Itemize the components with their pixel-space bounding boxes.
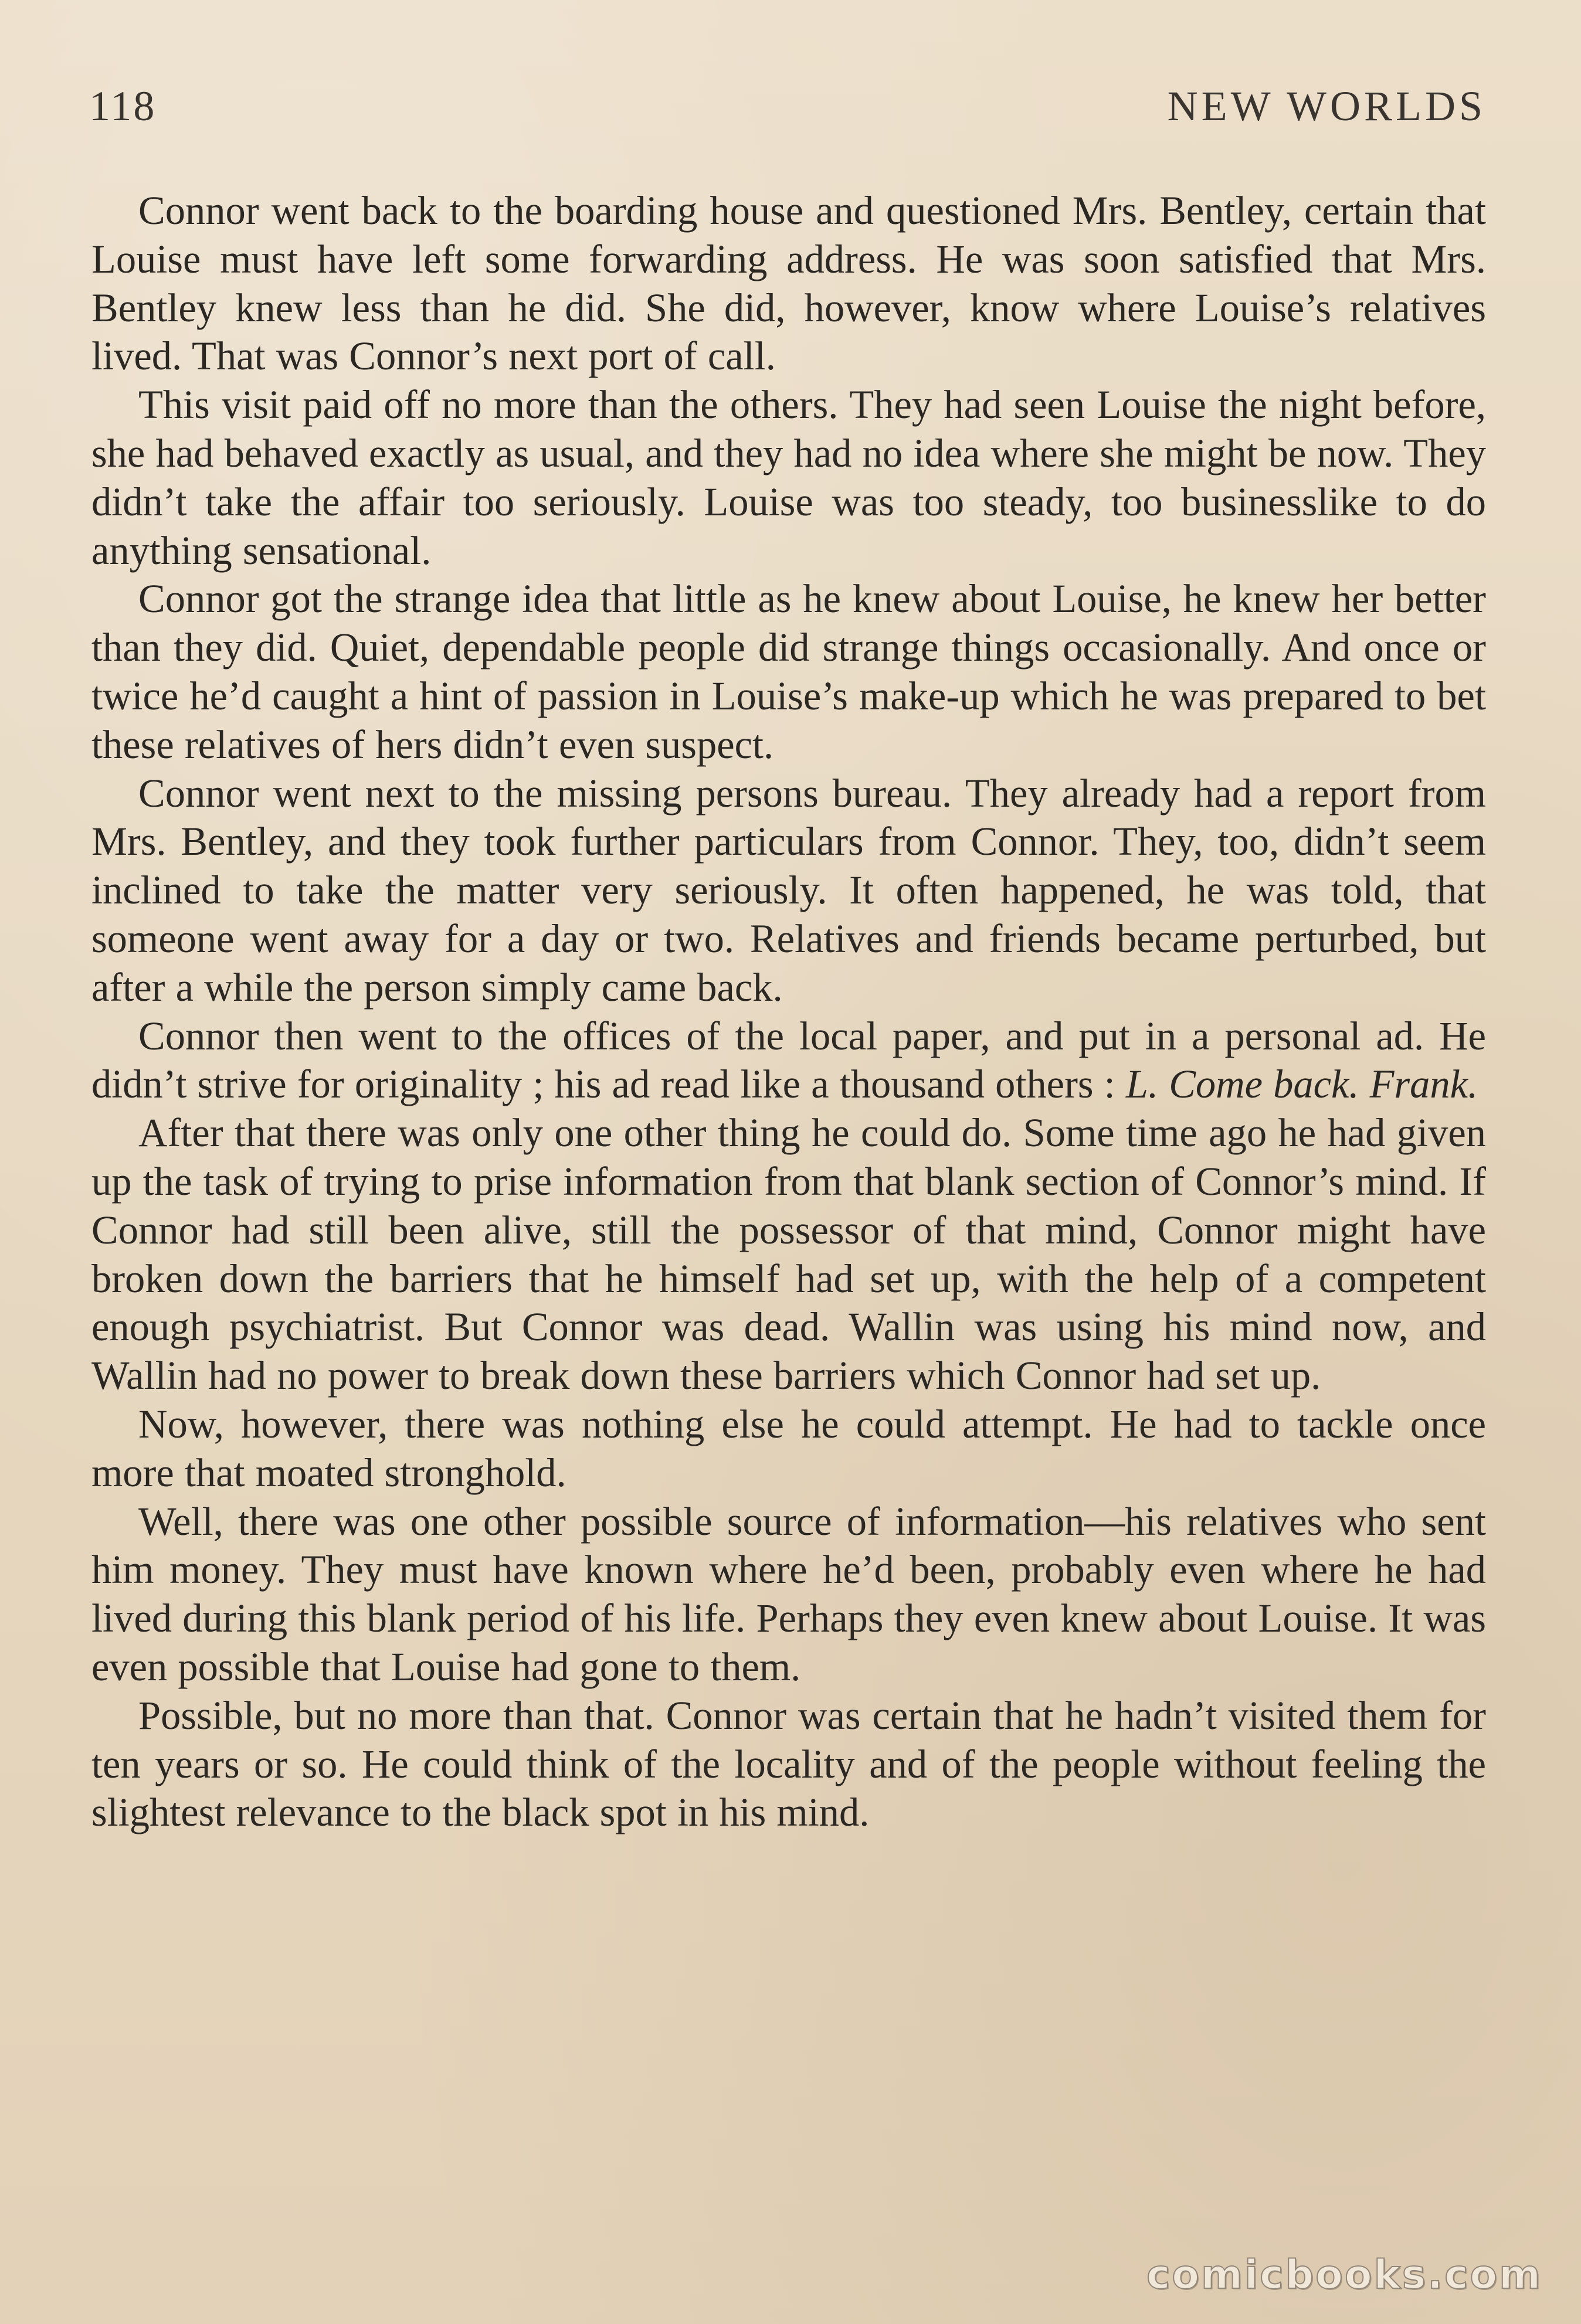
paragraph-1: Connor went back to the boarding house and questioned Mrs. Bentley, certain that Louise must have left some forwarding address. He was soon satisfied that Mrs. Bentley knew less than he did. She did, however, know where Louise’s relatives lived. That was Connor’s next port of call. (91, 188, 1486, 379)
paragraph-9: Possible, but no more than that. Connor was certain that he hadn’t visited them for ten years or so. He could think of the locality and of the people without feeling the slightest relevance to the black spot in his mind. (91, 1693, 1486, 1835)
paragraph-3: Connor got the strange idea that little as he knew about Louise, he knew her better than they did. Quiet, dependable people did strange things occasionally. And once or twice he’d caught a hint of passion in Louise’s make-up which he was prepared to bet these relatives of hers didn’t even suspect. (91, 576, 1486, 767)
paragraph-6: After that there was only one other thing he could do. Some time ago he had given up the task of trying to prise information from that blank section of Connor’s mind. If Connor had still been alive, still the possessor of that mind, Connor might have broken down the barriers that he himself had set up, with the help of a competent enough psychiatrist. But Connor was dead. Wallin was using his mind now, and Wallin had no power to break down these barriers which Connor had set up. (91, 1110, 1486, 1398)
journal-title: NEW WORLDS (1167, 83, 1486, 130)
page-number: 118 (89, 83, 157, 130)
paragraph-4: Connor went next to the missing persons bureau. They already had a report from Mrs. Bentley, and they took further particulars from Connor. They, too, didn’t seem inclined to take the matter very seriously. It often happened, he was told, that someone went away for a day or two. Relatives and friends became perturbed, but after a while the person simply came back. (91, 770, 1486, 1010)
body-text (91, 186, 1486, 1837)
running-head (89, 82, 1486, 147)
watermark: comicbooks.com (1146, 2252, 1542, 2298)
paragraph-7: Now, however, there was nothing else he could attempt. He had to tackle once more that moated stronghold. (91, 1401, 1486, 1495)
paragraph-5: Connor then went to the offices of the local paper, and put in a personal ad. He didn’t strive for originality ; his ad read like a thousand others : L. Come back. Frank. (91, 1013, 1486, 1107)
personal-ad-text: L. Come back. Frank. (1125, 1062, 1478, 1107)
paragraph-8: Well, there was one other possible source of information—his relatives who sent him money. They must have known where he’d been, probably even where he had lived during this blank period of his life. Perhaps they even knew about Louise. It was even possible that Louise had gone to them. (91, 1499, 1486, 1689)
paragraph-2: This visit paid off no more than the others. They had seen Louise the night before, she had behaved exactly as usual, and they had no idea where she might be now. They didn’t take the affair too seriously. Louise was too steady, too businesslike to do anything sensational. (91, 382, 1486, 573)
